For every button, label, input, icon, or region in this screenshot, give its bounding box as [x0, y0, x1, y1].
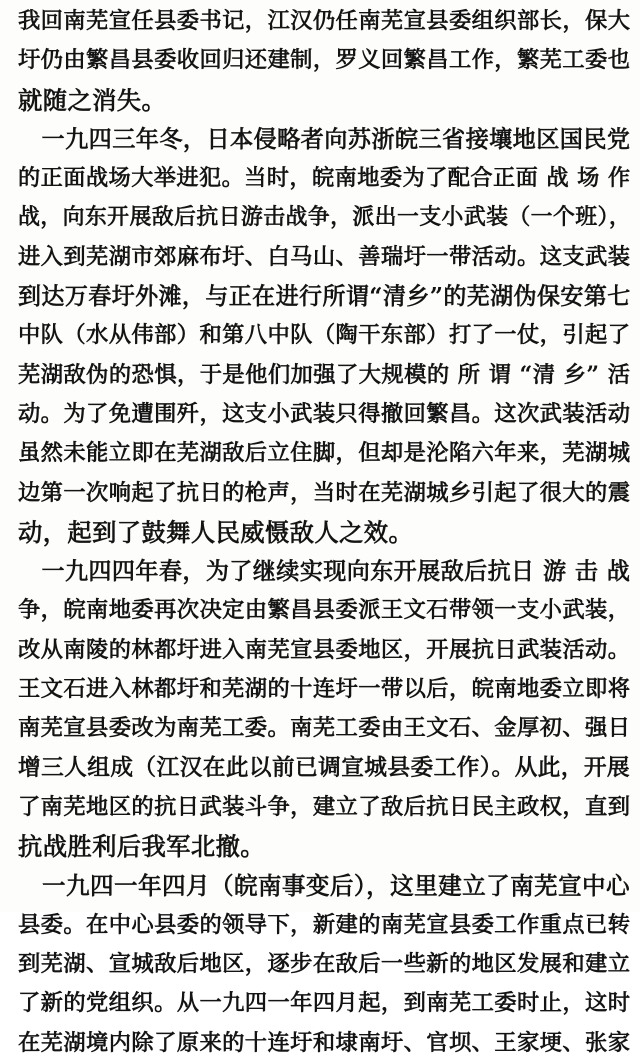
text-line: 边第一次响起了抗日的枪声，当时在芜湖城乡引起了很大的震	[18, 479, 631, 506]
text-line: 我回南芜宣任县委书记，江汉仍任南芜宣县委组织部长，保大	[18, 8, 631, 34]
text-line: 争，皖南地委再次决定由繁昌县委派王文石带领一支小武装，	[18, 597, 631, 624]
text-line: 圩仍由繁昌县委收回归还建制，罗义回繁昌工作，繁芜工委也	[18, 47, 631, 74]
text-line: 的正面战场大举进犯。当时，皖南地委为了配合正面 战 场 作	[18, 165, 631, 192]
text-line: 南芜宣县委改为南芜工委。南芜工委由王文石、金厚初、强日	[18, 715, 631, 742]
text-line: 了南芜地区的抗日武装斗争，建立了敌后抗日民主政权，直到	[18, 793, 631, 820]
text-line: 县委。在中心县委的领导下，新建的南芜宣县委工作重点已转	[18, 911, 631, 938]
text-line: 虽然未能立即在芜湖敌后立住脚，但却是沦陷六年来，芜湖城	[18, 440, 631, 467]
text-line: 战，向东开展敌后抗日游击战争，派出一支小武装（一个班），	[18, 204, 632, 231]
text-line: 中队（水从伟部）和第八中队（陶干东部）打了一仗，引起了	[18, 322, 631, 349]
text-line: 就随之消失。	[18, 85, 167, 115]
text-line: 一九四三年冬，日本侵略者向苏浙皖三省接壤地区国民党	[18, 125, 631, 153]
text-line: 一九四一年四月（皖南事变后），这里建立了南芜宣中心	[18, 871, 631, 900]
text-line: 王文石进入林都圩和芜湖的十连圩一带以后，皖南地委立即将	[18, 676, 631, 703]
text-line: 到达万春圩外滩，与正在进行所谓“清乡”的芜湖伪保安第七	[18, 283, 631, 311]
text-line: 动。为了免遭围歼，这支小武装只得撤回繁昌。这次武装活动	[18, 400, 631, 427]
text-line: 一九四四年春，为了继续实现向东开展敌后抗日 游 击 战	[18, 558, 631, 586]
body-text	[18, 2, 630, 1063]
text-line: 进入到芜湖市郊麻布圩、白马山、善瑞圩一带活动。这支武装	[18, 243, 631, 270]
text-line: 增三人组成（江汉在此以前已调宣城县委工作）。从此，开展	[18, 754, 631, 781]
text-line: 抗战胜利后我军北撤。	[18, 832, 265, 862]
text-line: 了新的党组织。从一九四一年四月起，到南芜工委时止，这时	[18, 990, 631, 1017]
text-line: 到芜湖、宣城敌后地区，逐步在敌后一些新的地区发展和建立	[18, 951, 631, 978]
text-line: 芜湖敌伪的恐惧，于是他们加强了大规模的 所 谓 “清 乡” 活	[18, 361, 631, 388]
text-line: 在芜湖境内除了原来的十连圩和埭南圩、官坝、王家埂、张家	[18, 1029, 631, 1056]
text-line: 改从南陵的林都圩进入南芜宣县委地区，开展抗日武装活动。	[18, 636, 631, 663]
text-line: 动，起到了鼓舞人民威慑敌人之效。	[18, 517, 414, 547]
